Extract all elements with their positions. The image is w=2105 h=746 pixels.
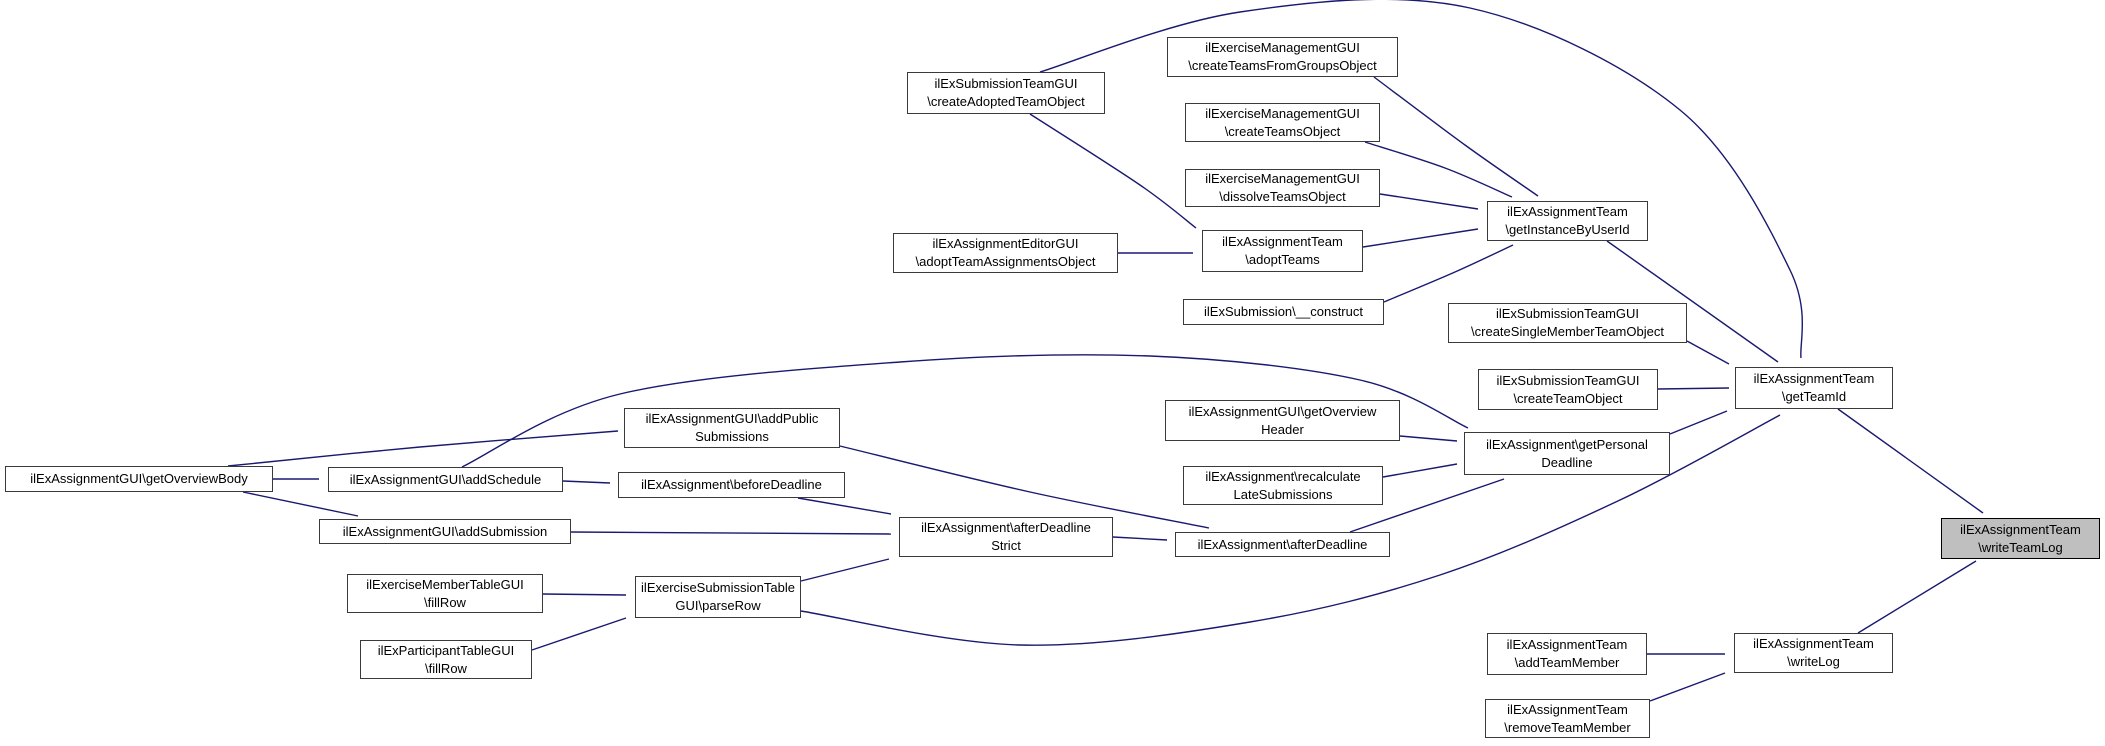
graph-node-writeLog[interactable] bbox=[1734, 633, 1893, 673]
graph-node-label-line: \writeLog bbox=[1787, 654, 1840, 669]
edge-adoptTeams-to-getInstanceByUserId bbox=[1363, 229, 1478, 247]
graph-node-addPublicSubmissions[interactable] bbox=[624, 408, 840, 448]
graph-node-label-line: ilExAssignment\afterDeadline bbox=[921, 520, 1091, 536]
edge-addPublicSubmissions-to-afterDeadline bbox=[840, 446, 1209, 528]
graph-node-adoptTeams[interactable] bbox=[1202, 230, 1363, 272]
graph-node-createSingleMemberTeamObject[interactable] bbox=[1448, 303, 1687, 343]
graph-node-addTeamMember[interactable] bbox=[1487, 633, 1647, 675]
graph-node-afterDeadline[interactable] bbox=[1175, 532, 1390, 557]
graph-node-createAdoptedTeamObject[interactable] bbox=[907, 72, 1105, 114]
graph-node-label-line: ilExAssignmentGUI\getOverviewBody bbox=[30, 471, 248, 487]
graph-node-label-line: \createSingleMemberTeamObject bbox=[1471, 324, 1664, 339]
graph-node-addSubmission[interactable] bbox=[319, 519, 571, 544]
graph-node-memberFillRow[interactable] bbox=[347, 574, 543, 613]
graph-node-label-line: \createAdoptedTeamObject bbox=[927, 94, 1085, 109]
graph-node-adoptTeamAssignmentsObject[interactable] bbox=[893, 233, 1118, 273]
edge-getOverviewHeader-to-getPersonalDeadline bbox=[1400, 436, 1457, 441]
graph-node-label-line: Strict bbox=[991, 538, 1021, 553]
edge-addSubmission-to-afterDeadlineStrict bbox=[571, 532, 891, 534]
graph-node-label-line: \createTeamsFromGroupsObject bbox=[1188, 58, 1377, 73]
graph-node-label-line: ilExAssignmentTeam bbox=[1753, 371, 1875, 387]
edge-createAdoptedTeamObject-to-adoptTeams bbox=[1030, 114, 1196, 228]
graph-node-label-line: ilExAssignmentGUI\addSchedule bbox=[349, 471, 542, 487]
graph-node-dissolveTeamsObject[interactable] bbox=[1185, 169, 1380, 207]
edge-beforeDeadline-to-afterDeadlineStrict bbox=[798, 498, 891, 514]
graph-node-label-line: ilExerciseManagementGUI bbox=[1205, 171, 1360, 187]
graph-node-label-line: ilExerciseSubmissionTable bbox=[641, 580, 795, 596]
edge-memberFillRow-to-parseRow bbox=[543, 594, 626, 595]
graph-node-getPersonalDeadline[interactable] bbox=[1464, 432, 1670, 475]
graph-node-label-line: Header bbox=[1261, 421, 1304, 437]
edge-getOverviewBody-to-addSubmission bbox=[243, 492, 358, 516]
edge-createTeamObject-to-getTeamId bbox=[1658, 388, 1729, 389]
graph-node-construct[interactable] bbox=[1183, 299, 1384, 325]
edge-parseRow-to-afterDeadlineStrict bbox=[801, 559, 889, 581]
graph-node-label-line: \fillRow bbox=[424, 594, 466, 610]
graph-node-label-line: ilExSubmissionTeamGUI bbox=[934, 76, 1078, 92]
edge-dissolveTeamsObject-to-getInstanceByUserId bbox=[1380, 194, 1478, 209]
graph-node-label-line: \createTeamsObject bbox=[1224, 123, 1341, 139]
edge-getPersonalDeadline-to-getTeamId bbox=[1670, 411, 1727, 434]
graph-node-beforeDeadline[interactable] bbox=[618, 472, 845, 498]
graph-node-afterDeadlineStrict[interactable] bbox=[899, 517, 1113, 557]
graph-node-label-line: LateSubmissions bbox=[1233, 486, 1333, 502]
graph-node-label-line: \removeTeamMember bbox=[1504, 719, 1631, 735]
graph-node-label-line: ilExerciseMemberTableGUI bbox=[366, 576, 524, 592]
graph-node-label-line: \getTeamId bbox=[1781, 389, 1847, 404]
graph-node-label-line: ilExerciseManagementGUI bbox=[1205, 40, 1360, 56]
graph-node-label-line: ilExAssignment\afterDeadline bbox=[1197, 536, 1368, 552]
edge-getOverviewBody-to-addPublicSubmissions bbox=[228, 431, 618, 466]
graph-node-label-line: \addTeamMember bbox=[1514, 655, 1620, 670]
graph-node-label-line: ilExParticipantTableGUI bbox=[377, 642, 515, 658]
graph-node-label-line: ilExAssignmentGUI\addPublic bbox=[645, 411, 819, 427]
graph-node-label-line: ilExAssignment\recalculate bbox=[1205, 468, 1361, 484]
graph-node-label-line: ilExAssignmentTeam bbox=[1507, 701, 1628, 717]
graph-node-label-line: Submissions bbox=[695, 429, 769, 444]
graph-node-label-line: ilExAssignmentGUI\getOverview bbox=[1188, 403, 1377, 419]
graph-node-addSchedule[interactable] bbox=[328, 467, 563, 492]
graph-node-getOverviewBody[interactable] bbox=[5, 466, 273, 492]
edge-createSingleMemberTeamObject-to-getTeamId bbox=[1687, 341, 1729, 364]
graph-node-label-line: \getInstanceByUserId bbox=[1505, 222, 1630, 237]
graph-node-getOverviewHeader[interactable] bbox=[1165, 400, 1400, 441]
graph-node-label-line: ilExAssignmentTeam bbox=[1222, 234, 1343, 250]
graph-node-label-line: \adoptTeams bbox=[1245, 252, 1320, 267]
graph-node-label-line: \adoptTeamAssignmentsObject bbox=[915, 254, 1096, 269]
edge-createTeamsFromGroupsObject-to-getInstanceByUserId bbox=[1374, 77, 1538, 196]
edge-addSchedule-to-beforeDeadline bbox=[563, 481, 610, 483]
graph-node-label-line: ilExAssignment\beforeDeadline bbox=[641, 477, 822, 493]
graph-node-createTeamsFromGroupsObject[interactable] bbox=[1167, 37, 1398, 77]
edge-writeLog-to-writeTeamLog bbox=[1858, 561, 1976, 633]
graph-node-removeTeamMember[interactable] bbox=[1485, 699, 1650, 738]
edge-getTeamId-to-writeTeamLog bbox=[1838, 409, 1983, 513]
graph-node-label-line: Deadline bbox=[1541, 454, 1593, 470]
graph-node-label-line: ilExAssignmentGUI\addSubmission bbox=[342, 523, 548, 539]
graph-node-label-line: ilExSubmissionTeamGUI bbox=[1496, 372, 1640, 388]
graph-node-label-line: \dissolveTeamsObject bbox=[1219, 189, 1346, 204]
graph-node-label-line: GUI\parseRow bbox=[675, 598, 761, 613]
edge-removeTeamMember-to-writeLog bbox=[1650, 673, 1725, 701]
graph-node-label-line: ilExAssignment\getPersonal bbox=[1486, 436, 1648, 452]
graph-node-label-line: ilExSubmissionTeamGUI bbox=[1495, 306, 1640, 322]
graph-node-getTeamId[interactable] bbox=[1735, 367, 1893, 409]
graph-node-participantFillRow[interactable] bbox=[360, 640, 532, 679]
graph-node-getInstanceByUserId[interactable] bbox=[1487, 201, 1648, 241]
graph-node-label-line: \writeTeamLog bbox=[1978, 539, 2063, 555]
edge-recalculateLateSubmissions-to-getPersonalDeadline bbox=[1383, 464, 1457, 477]
edge-participantFillRow-to-parseRow bbox=[532, 618, 626, 650]
graph-node-writeTeamLog[interactable] bbox=[1941, 518, 2100, 559]
graph-node-label-line: ilExerciseManagementGUI bbox=[1205, 105, 1360, 121]
graph-node-parseRow[interactable] bbox=[635, 576, 801, 618]
graph-node-recalculateLateSubmissions[interactable] bbox=[1183, 466, 1383, 505]
graph-node-label-line: ilExAssignmentTeam bbox=[1960, 521, 2081, 537]
graph-node-label-line: ilExAssignmentTeam bbox=[1506, 637, 1628, 653]
edge-createTeamsObject-to-getInstanceByUserId bbox=[1365, 142, 1512, 197]
graph-node-label-line: ilExAssignmentTeam bbox=[1753, 636, 1874, 652]
graph-node-label-line: \createTeamObject bbox=[1513, 390, 1623, 406]
edge-afterDeadlineStrict-to-afterDeadline bbox=[1113, 537, 1167, 540]
graph-node-createTeamsObject[interactable] bbox=[1185, 103, 1380, 142]
graph-node-label-line: ilExAssignmentEditorGUI bbox=[932, 236, 1079, 252]
graph-node-label-line: ilExAssignmentTeam bbox=[1507, 204, 1628, 220]
graph-node-createTeamObject[interactable] bbox=[1478, 369, 1658, 410]
graph-node-label-line: ilExSubmission\__construct bbox=[1204, 304, 1363, 320]
graph-node-label-line: \fillRow bbox=[425, 660, 467, 676]
edge-construct-to-getInstanceByUserId bbox=[1384, 245, 1513, 302]
edge-createAdoptedTeamObject-to-getTeamId bbox=[1040, 0, 1802, 358]
